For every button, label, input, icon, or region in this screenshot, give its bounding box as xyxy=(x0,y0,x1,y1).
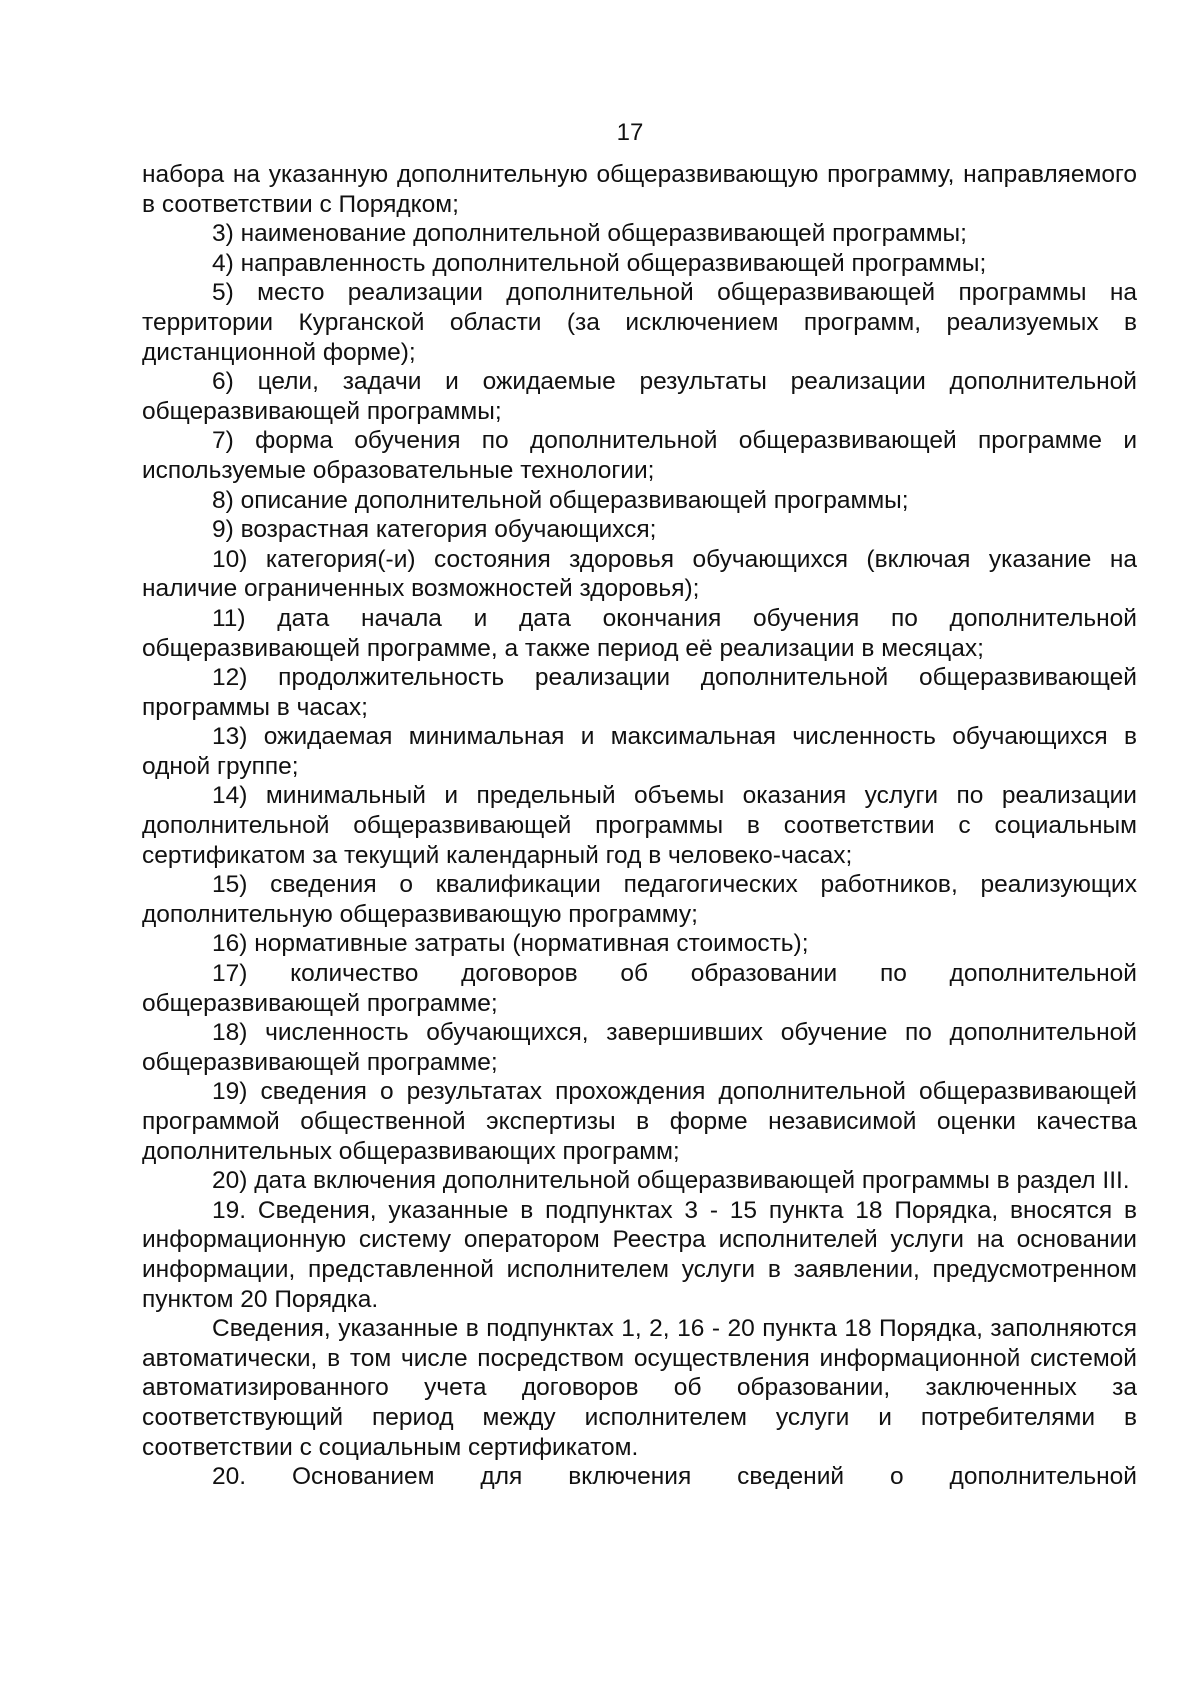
clause-20: 20. Основанием для включения сведений о дополнительной xyxy=(212,1463,1137,1491)
list-item-6: 6) цели, задачи и ожидаемые результаты реализации дополнительной общеразвивающей программы; xyxy=(142,368,1137,425)
list-item-3: 3) наименование дополнительной общеразвивающей программы; xyxy=(212,220,967,248)
page-number: 17 xyxy=(616,119,644,146)
list-item-15: 15) сведения о квалификации педагогических работников, реализующих дополнительную общеразвивающую программу; xyxy=(142,871,1137,928)
list-item-13: 13) ожидаемая минимальная и максимальная численность обучающихся в одной группе; xyxy=(142,723,1137,780)
list-item-17: 17) количество договоров об образовании по дополнительной общеразвивающей программе; xyxy=(142,960,1137,1017)
list-item-14: 14) минимальный и предельный объемы оказания услуги по реализации дополнительной общеразвивающей программы в соответствии с социальным сертификатом за текущий календарный год в человеко-часах; xyxy=(142,782,1137,869)
paragraph-continuation: набора на указанную дополнительную общеразвивающую программу, направляемого в соответствии с Порядком; xyxy=(142,161,1137,218)
list-item-12: 12) продолжительность реализации дополнительной общеразвивающей программы в часах; xyxy=(142,664,1137,721)
list-item-7: 7) форма обучения по дополнительной общеразвивающей программе и используемые образовательные технологии; xyxy=(142,427,1137,484)
list-item-8: 8) описание дополнительной общеразвивающей программы; xyxy=(212,486,909,514)
list-item-20: 20) дата включения дополнительной общеразвивающей программы в раздел III. xyxy=(212,1167,1130,1195)
list-item-9: 9) возрастная категория обучающихся; xyxy=(212,516,657,544)
list-item-18: 18) численность обучающихся, завершивших обучение по дополнительной общеразвивающей программе; xyxy=(142,1019,1137,1076)
list-item-11: 11) дата начала и дата окончания обучения по дополнительной общеразвивающей программе, а также период её реализации в месяцах; xyxy=(142,604,1137,662)
document-body xyxy=(142,160,1137,1492)
list-item-4: 4) направленность дополнительной общеразвивающей программы; xyxy=(212,249,987,277)
list-item-16: 16) нормативные затраты (нормативная стоимость); xyxy=(212,930,809,958)
clause-19: 19. Сведения, указанные в подпунктах 3 - 15 пункта 18 Порядка, вносятся в информационную систему оператором Реестра исполнителей услуги на основании информации, представленной исполнителем услуги в заявлении, предусмотренном пунктом 20 Порядка. xyxy=(142,1196,1137,1313)
list-item-10: 10) категория(-и) состояния здоровья обучающихся (включая указание на наличие ограниченных возможностей здоровья); xyxy=(142,545,1137,603)
list-item-19: 19) сведения о результатах прохождения дополнительной общеразвивающей программой общественной экспертизы в форме независимой оценки качества дополнительных общеразвивающих программ; xyxy=(142,1078,1137,1165)
clause-19-continuation: Сведения, указанные в подпунктах 1, 2, 16 - 20 пункта 18 Порядка, заполняются автоматически, в том числе посредством осуществления информационной системой автоматизированного учета договоров об образовании, заключенных за соответствующий период между исполнителем услуги и потребителями в соответствии с социальным сертификатом. xyxy=(142,1315,1137,1461)
list-item-5: 5) место реализации дополнительной общеразвивающей программы на территории Курганской области (за исключением программ, реализуемых в дистанционной форме); xyxy=(142,279,1137,366)
